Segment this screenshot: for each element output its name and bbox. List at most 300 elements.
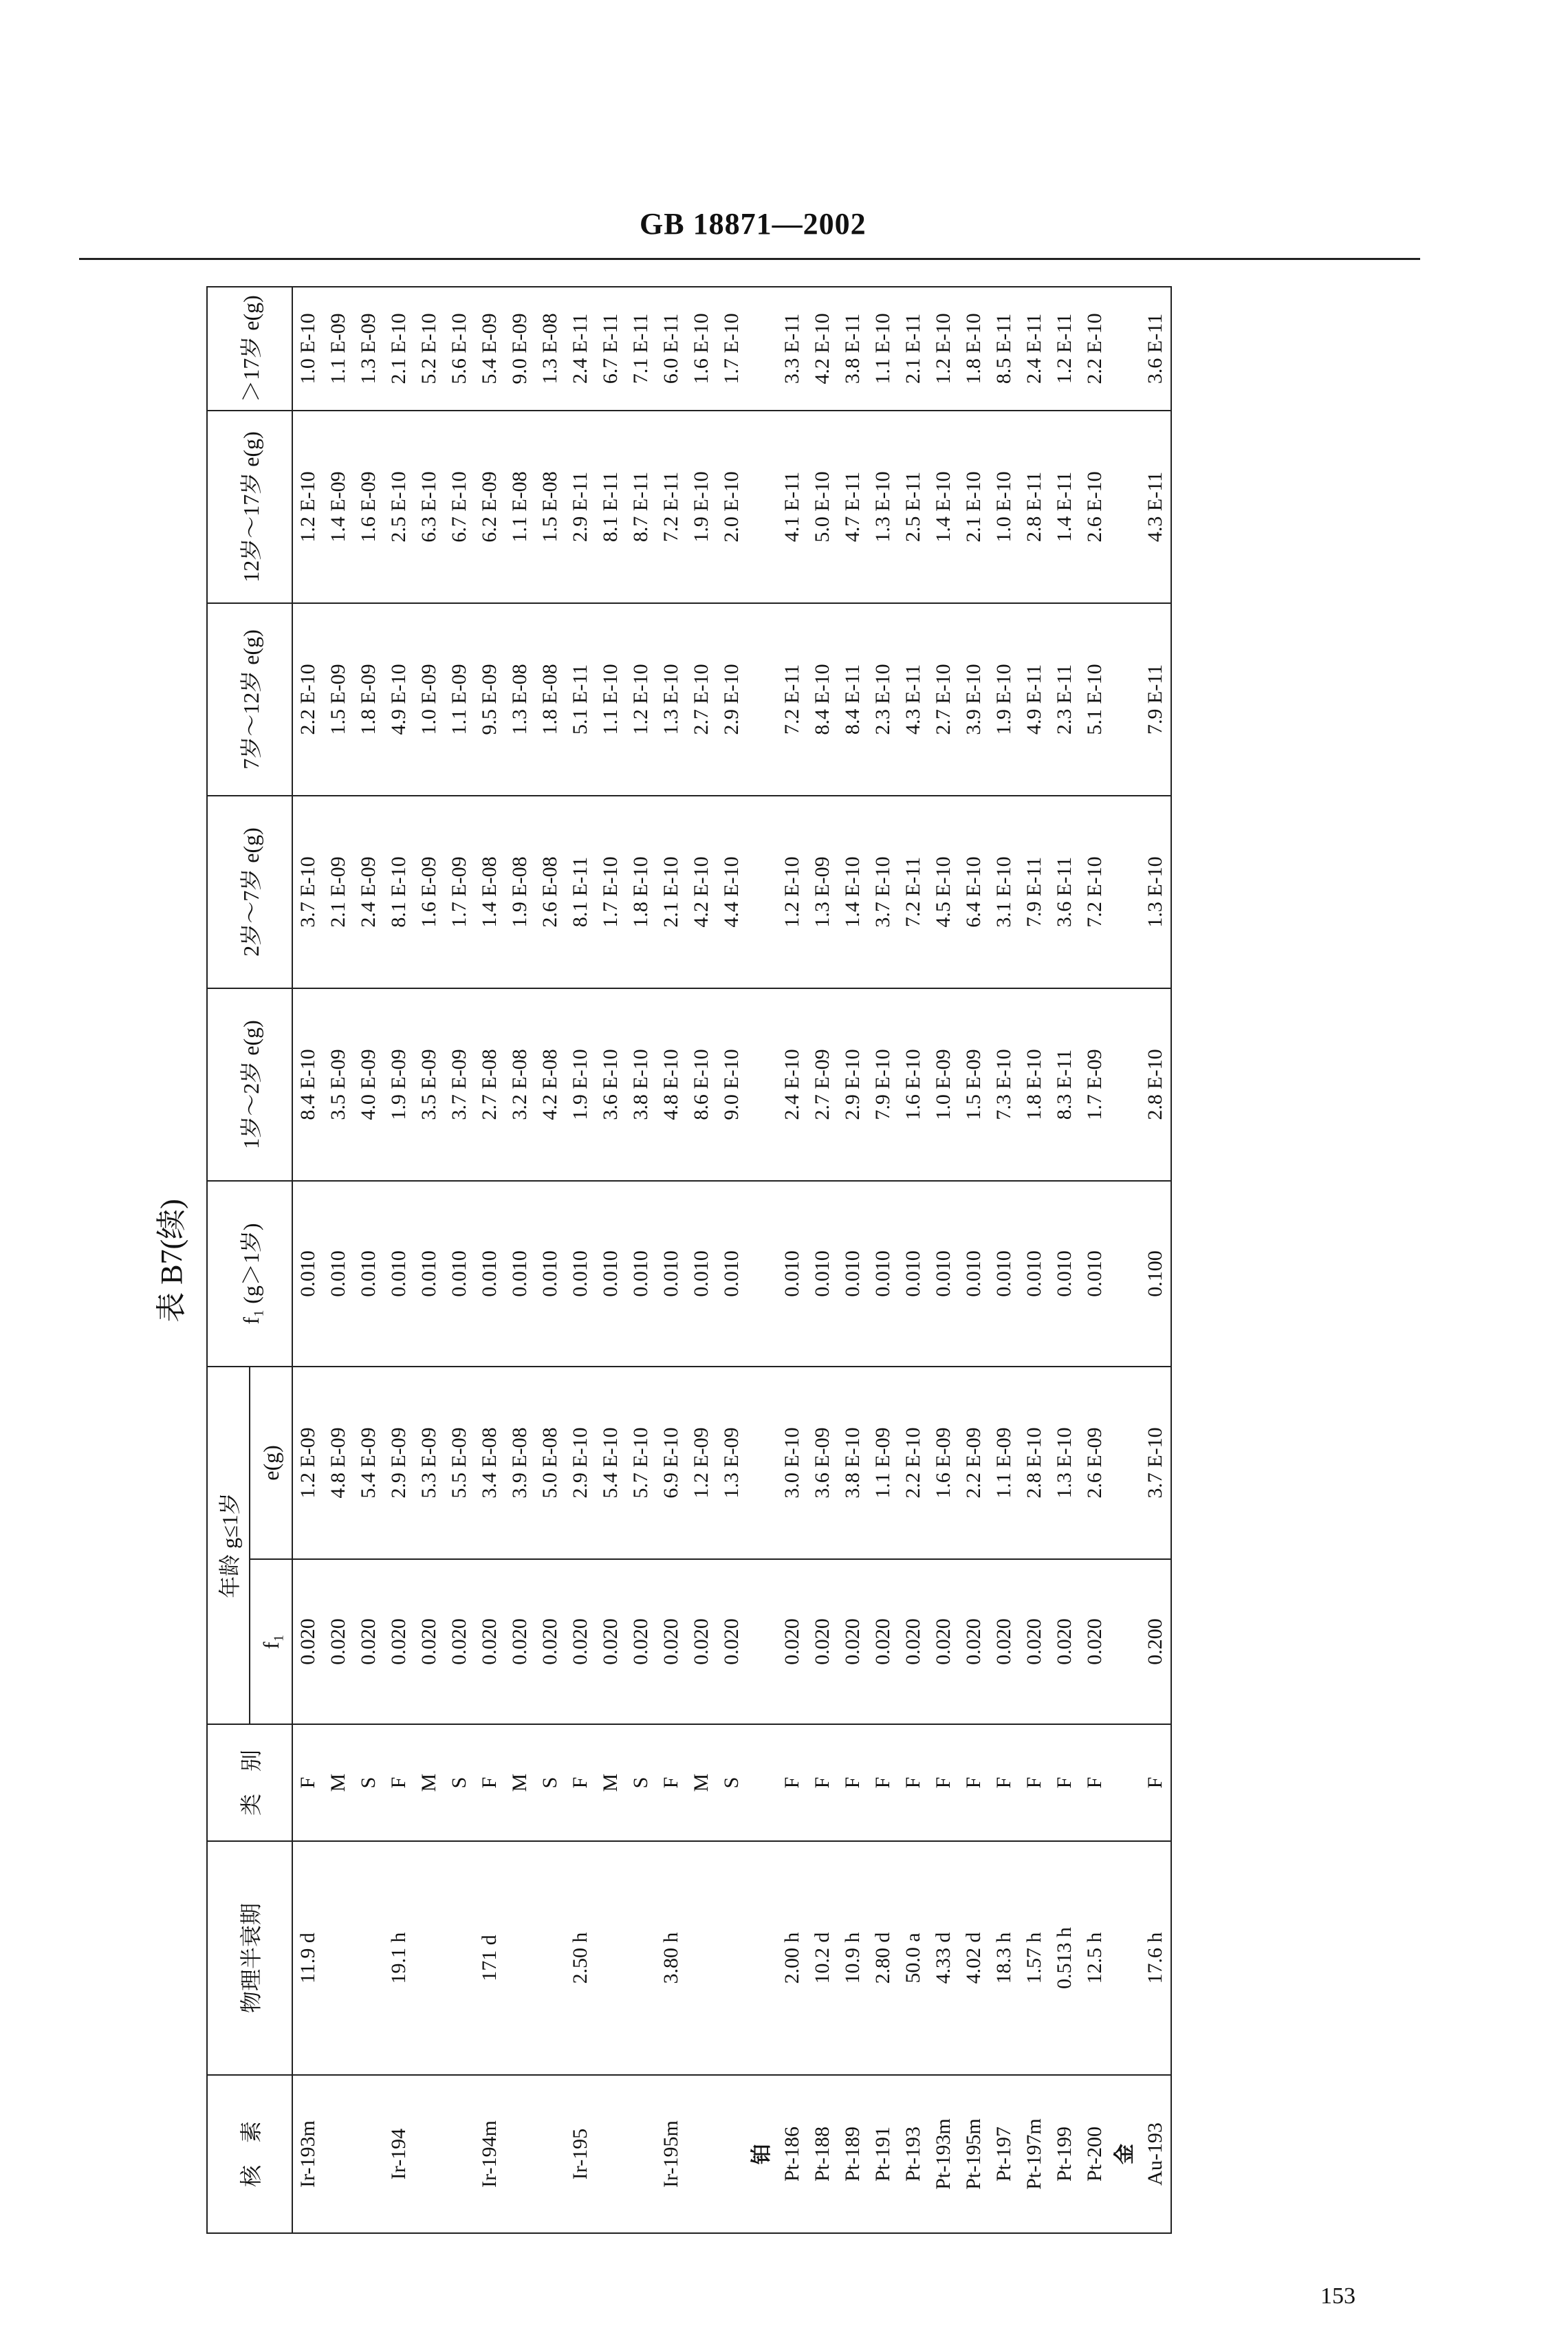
table-cell: 1.3 E-08 bbox=[505, 603, 535, 796]
table-cell: 1.9 E-10 bbox=[686, 411, 717, 603]
table-cell: 8.1 E-11 bbox=[596, 411, 626, 603]
table-row bbox=[535, 287, 565, 2233]
table-cell: 1.4 E-11 bbox=[1049, 411, 1080, 603]
table-cell: 2.50 h bbox=[565, 1841, 596, 2075]
table-cell: M bbox=[596, 1724, 626, 1841]
table-cell: 3.6 E-10 bbox=[596, 988, 626, 1181]
table-cell: 1.7 E-09 bbox=[444, 796, 475, 988]
table-cell: F bbox=[1019, 1724, 1049, 1841]
table-caption: 表 B7(续) bbox=[155, 1199, 188, 1323]
table-cell: 0.020 bbox=[868, 1559, 898, 1724]
table-cell: 0.010 bbox=[1019, 1181, 1049, 1367]
table-cell: 10.2 d bbox=[807, 1841, 838, 2075]
table-cell: 7.2 E-11 bbox=[777, 603, 807, 796]
table-cell: 1.4 E-09 bbox=[323, 411, 353, 603]
table-cell bbox=[1110, 1181, 1140, 1367]
table-cell bbox=[747, 603, 777, 796]
table-cell: 1.2 E-09 bbox=[686, 1367, 717, 1559]
table-cell: F bbox=[868, 1724, 898, 1841]
table-body bbox=[292, 287, 1171, 2233]
table-cell: 1.9 E-08 bbox=[505, 796, 535, 988]
table-cell: 金 bbox=[1110, 2075, 1140, 2233]
table-cell: 1.0 E-10 bbox=[989, 411, 1019, 603]
table-cell bbox=[686, 2075, 717, 2233]
table-cell: 3.7 E-10 bbox=[868, 796, 898, 988]
table-cell: 0.010 bbox=[1080, 1181, 1110, 1367]
table-row bbox=[777, 287, 807, 2233]
table-row bbox=[1140, 287, 1171, 2233]
table-cell: 1.0 E-09 bbox=[928, 988, 959, 1181]
table-cell: 1.6 E-09 bbox=[928, 1367, 959, 1559]
table-cell: 0.020 bbox=[384, 1559, 414, 1724]
table-cell: Pt-199 bbox=[1049, 2075, 1080, 2233]
table-cell: 6.0 E-11 bbox=[656, 287, 686, 411]
table-cell bbox=[747, 988, 777, 1181]
col-halflife: 物理半衰期 bbox=[207, 1841, 292, 2075]
table-cell bbox=[717, 1841, 747, 2075]
table-cell: F bbox=[475, 1724, 505, 1841]
table-cell: 6.2 E-09 bbox=[475, 411, 505, 603]
table-cell: Pt-186 bbox=[777, 2075, 807, 2233]
table-cell: 1.8 E-09 bbox=[353, 603, 384, 796]
table-cell: 2.6 E-10 bbox=[1080, 411, 1110, 603]
table-cell: 0.010 bbox=[1049, 1181, 1080, 1367]
table-cell: 3.6 E-11 bbox=[1140, 287, 1171, 411]
table-cell: 2.2 E-10 bbox=[292, 603, 323, 796]
table-cell bbox=[323, 2075, 353, 2233]
table-cell: 4.9 E-11 bbox=[1019, 603, 1049, 796]
table-cell bbox=[444, 1841, 475, 2075]
table-cell: 0.020 bbox=[686, 1559, 717, 1724]
table-cell: 5.4 E-10 bbox=[596, 1367, 626, 1559]
table-cell bbox=[747, 1724, 777, 1841]
table-cell: 1.3 E-09 bbox=[807, 796, 838, 988]
table-cell: 1.2 E-10 bbox=[928, 287, 959, 411]
table-cell: 0.020 bbox=[292, 1559, 323, 1724]
table-cell: 2.7 E-10 bbox=[686, 603, 717, 796]
table-cell: 8.7 E-11 bbox=[626, 411, 656, 603]
table-cell bbox=[686, 1841, 717, 2075]
table-cell bbox=[747, 1181, 777, 1367]
col-age-le1: 年龄 g≤1岁 bbox=[207, 1367, 250, 1724]
table-cell: 9.0 E-10 bbox=[717, 988, 747, 1181]
table-cell: 0.010 bbox=[807, 1181, 838, 1367]
table-cell bbox=[747, 1367, 777, 1559]
table-cell: 0.020 bbox=[626, 1559, 656, 1724]
table-cell: 3.6 E-09 bbox=[807, 1367, 838, 1559]
table-cell: 0.020 bbox=[323, 1559, 353, 1724]
table-cell: M bbox=[323, 1724, 353, 1841]
table-cell: 5.4 E-09 bbox=[353, 1367, 384, 1559]
table-cell: S bbox=[717, 1724, 747, 1841]
table-cell: 4.8 E-09 bbox=[323, 1367, 353, 1559]
table-cell: 2.1 E-10 bbox=[656, 796, 686, 988]
table-cell: 2.4 E-09 bbox=[353, 796, 384, 988]
table-cell: 2.7 E-08 bbox=[475, 988, 505, 1181]
table-cell: Ir-195 bbox=[565, 2075, 596, 2233]
table-cell: 3.2 E-08 bbox=[505, 988, 535, 1181]
table-cell: 2.2 E-09 bbox=[959, 1367, 989, 1559]
table-cell: Au-193 bbox=[1140, 2075, 1171, 2233]
table-cell: 8.4 E-10 bbox=[292, 988, 323, 1181]
table-cell: 0.020 bbox=[717, 1559, 747, 1724]
table-cell: S bbox=[444, 1724, 475, 1841]
table-cell: 4.9 E-10 bbox=[384, 603, 414, 796]
table-row bbox=[353, 287, 384, 2233]
table-cell: 1.4 E-10 bbox=[838, 796, 868, 988]
table-row bbox=[414, 287, 444, 2233]
table-cell: 0.010 bbox=[717, 1181, 747, 1367]
table-cell: 4.7 E-11 bbox=[838, 411, 868, 603]
table-cell: 7.1 E-11 bbox=[626, 287, 656, 411]
table-cell: 2.8 E-10 bbox=[1140, 988, 1171, 1181]
table-row bbox=[444, 287, 475, 2233]
table-cell: 3.5 E-09 bbox=[414, 988, 444, 1181]
table-row bbox=[838, 287, 868, 2233]
table-cell: 1.8 E-08 bbox=[535, 603, 565, 796]
table-row bbox=[1049, 287, 1080, 2233]
table-cell: 0.020 bbox=[989, 1559, 1019, 1724]
table-cell: 5.3 E-09 bbox=[414, 1367, 444, 1559]
table-cell: M bbox=[686, 1724, 717, 1841]
table-cell: 3.80 h bbox=[656, 1841, 686, 2075]
table-cell: 2.6 E-09 bbox=[1080, 1367, 1110, 1559]
table-cell: 7.3 E-10 bbox=[989, 988, 1019, 1181]
table-cell: 1.9 E-10 bbox=[989, 603, 1019, 796]
table-cell bbox=[747, 287, 777, 411]
table-cell: 0.010 bbox=[959, 1181, 989, 1367]
table-cell: M bbox=[505, 1724, 535, 1841]
table-cell: 3.6 E-11 bbox=[1049, 796, 1080, 988]
table-cell: 1.7 E-09 bbox=[1080, 988, 1110, 1181]
table-cell bbox=[535, 1841, 565, 2075]
table-cell: 2.3 E-10 bbox=[868, 603, 898, 796]
table-cell: F bbox=[959, 1724, 989, 1841]
table-cell: 2.7 E-09 bbox=[807, 988, 838, 1181]
table-cell: F bbox=[1049, 1724, 1080, 1841]
dose-coefficient-table bbox=[206, 286, 1172, 2234]
table-cell: 1.1 E-10 bbox=[596, 603, 626, 796]
table-cell: 8.4 E-10 bbox=[807, 603, 838, 796]
table-cell: 8.6 E-10 bbox=[686, 988, 717, 1181]
table-cell: Ir-194m bbox=[475, 2075, 505, 2233]
table-cell: 2.5 E-10 bbox=[384, 411, 414, 603]
table-cell: 1.57 h bbox=[1019, 1841, 1049, 2075]
table-cell: 0.010 bbox=[838, 1181, 868, 1367]
table-cell: 1.3 E-10 bbox=[868, 411, 898, 603]
table-cell: 3.7 E-10 bbox=[1140, 1367, 1171, 1559]
table-cell: 1.3 E-08 bbox=[535, 287, 565, 411]
table-cell: 2.2 E-10 bbox=[898, 1367, 928, 1559]
table-row bbox=[565, 287, 596, 2233]
table-cell bbox=[353, 2075, 384, 2233]
table-cell: 5.1 E-11 bbox=[565, 603, 596, 796]
table-cell: 1.3 E-10 bbox=[1140, 796, 1171, 988]
table-cell: 2.4 E-11 bbox=[1019, 287, 1049, 411]
table-cell: 2.5 E-11 bbox=[898, 411, 928, 603]
table-cell bbox=[717, 2075, 747, 2233]
table-cell: 0.010 bbox=[989, 1181, 1019, 1367]
table-cell: 0.010 bbox=[898, 1181, 928, 1367]
table-cell: 2.2 E-10 bbox=[1080, 287, 1110, 411]
table-cell: 0.010 bbox=[596, 1181, 626, 1367]
table-cell: 0.020 bbox=[959, 1559, 989, 1724]
col-age-gt17: ＞17岁 e(g) bbox=[207, 287, 292, 411]
table-cell: 4.2 E-10 bbox=[807, 287, 838, 411]
table-cell: 0.010 bbox=[626, 1181, 656, 1367]
table-row bbox=[596, 287, 626, 2233]
table-cell bbox=[1110, 1367, 1140, 1559]
table-cell bbox=[1110, 1559, 1140, 1724]
table-cell bbox=[1110, 603, 1140, 796]
table-cell: 5.7 E-10 bbox=[626, 1367, 656, 1559]
table-cell: 1.9 E-10 bbox=[565, 988, 596, 1181]
table-cell: F bbox=[928, 1724, 959, 1841]
table-cell: 2.1 E-10 bbox=[384, 287, 414, 411]
table-row bbox=[989, 287, 1019, 2233]
table-cell: 2.8 E-10 bbox=[1019, 1367, 1049, 1559]
table-cell: F bbox=[1140, 1724, 1171, 1841]
table-cell: 1.0 E-09 bbox=[414, 603, 444, 796]
table-cell: 8.3 E-11 bbox=[1049, 988, 1080, 1181]
table-cell: 7.9 E-10 bbox=[868, 988, 898, 1181]
table-cell: 2.6 E-08 bbox=[535, 796, 565, 988]
table-row bbox=[626, 287, 656, 2233]
table-cell: S bbox=[535, 1724, 565, 1841]
table-cell bbox=[414, 2075, 444, 2233]
table-cell: 2.0 E-10 bbox=[717, 411, 747, 603]
table-cell bbox=[596, 1841, 626, 2075]
table-cell: F bbox=[838, 1724, 868, 1841]
table-cell: 7.9 E-11 bbox=[1019, 796, 1049, 988]
table-cell: 6.3 E-10 bbox=[414, 411, 444, 603]
table-cell: 8.4 E-11 bbox=[838, 603, 868, 796]
table-cell: 0.010 bbox=[535, 1181, 565, 1367]
table-cell bbox=[1110, 988, 1140, 1181]
table-cell bbox=[1110, 411, 1140, 603]
table-cell: F bbox=[1080, 1724, 1110, 1841]
table-cell: 5.5 E-09 bbox=[444, 1367, 475, 1559]
table-cell: 10.9 h bbox=[838, 1841, 868, 2075]
table-cell: F bbox=[777, 1724, 807, 1841]
table-cell: 2.8 E-11 bbox=[1019, 411, 1049, 603]
table-cell: 1.8 E-10 bbox=[959, 287, 989, 411]
table-cell: 4.5 E-10 bbox=[928, 796, 959, 988]
table-cell: 0.010 bbox=[353, 1181, 384, 1367]
table-cell: Pt-193 bbox=[898, 2075, 928, 2233]
table-cell: 1.2 E-09 bbox=[292, 1367, 323, 1559]
table-cell: 0.020 bbox=[353, 1559, 384, 1724]
table-cell: F bbox=[292, 1724, 323, 1841]
table-cell: 0.010 bbox=[475, 1181, 505, 1367]
table-cell: 50.0 a bbox=[898, 1841, 928, 2075]
table-cell: 1.7 E-10 bbox=[717, 287, 747, 411]
table-cell: 0.020 bbox=[1019, 1559, 1049, 1724]
table-row bbox=[323, 287, 353, 2233]
table-cell: 7.9 E-11 bbox=[1140, 603, 1171, 796]
col-age-1-2: 1岁～2岁 e(g) bbox=[207, 988, 292, 1181]
table-cell: Pt-193m bbox=[928, 2075, 959, 2233]
table-cell bbox=[626, 2075, 656, 2233]
header-rule bbox=[79, 258, 1420, 260]
table-cell bbox=[747, 411, 777, 603]
table-cell: 1.1 E-10 bbox=[868, 287, 898, 411]
table-cell: 1.4 E-08 bbox=[475, 796, 505, 988]
table-cell: 2.9 E-11 bbox=[565, 411, 596, 603]
table-cell bbox=[626, 1841, 656, 2075]
table-cell: 2.80 d bbox=[868, 1841, 898, 2075]
table-cell: 5.6 E-10 bbox=[444, 287, 475, 411]
table-cell: 6.7 E-10 bbox=[444, 411, 475, 603]
table-cell: 1.2 E-11 bbox=[1049, 287, 1080, 411]
table-cell: 1.6 E-09 bbox=[353, 411, 384, 603]
table-cell: 3.8 E-10 bbox=[838, 1367, 868, 1559]
table-cell: 6.7 E-11 bbox=[596, 287, 626, 411]
table-cell: 1.5 E-09 bbox=[959, 988, 989, 1181]
table-row bbox=[686, 287, 717, 2233]
table-row bbox=[959, 287, 989, 2233]
table-cell: 18.3 h bbox=[989, 1841, 1019, 2075]
table-cell: F bbox=[656, 1724, 686, 1841]
table-row bbox=[292, 287, 323, 2233]
table-cell: 2.3 E-11 bbox=[1049, 603, 1080, 796]
table-cell: F bbox=[989, 1724, 1019, 1841]
table-cell: 0.020 bbox=[777, 1559, 807, 1724]
table-cell bbox=[535, 2075, 565, 2233]
table-cell: 1.6 E-09 bbox=[414, 796, 444, 988]
table-cell: 0.010 bbox=[565, 1181, 596, 1367]
table-row bbox=[475, 287, 505, 2233]
table-cell: 0.020 bbox=[1049, 1559, 1080, 1724]
table-cell: 0.020 bbox=[838, 1559, 868, 1724]
table-cell: 1.2 E-10 bbox=[777, 796, 807, 988]
col-age-12-17: 12岁～17岁 e(g) bbox=[207, 411, 292, 603]
table-cell: 7.2 E-11 bbox=[656, 411, 686, 603]
table-cell: 9.0 E-09 bbox=[505, 287, 535, 411]
table-cell: 5.0 E-10 bbox=[807, 411, 838, 603]
table-cell: 7.2 E-11 bbox=[898, 796, 928, 988]
table-cell: 2.1 E-11 bbox=[898, 287, 928, 411]
table-row bbox=[928, 287, 959, 2233]
table-cell: 0.020 bbox=[475, 1559, 505, 1724]
table-cell: 0.020 bbox=[596, 1559, 626, 1724]
table-cell: 4.1 E-11 bbox=[777, 411, 807, 603]
table-cell: 1.0 E-10 bbox=[292, 287, 323, 411]
table-cell: Pt-188 bbox=[807, 2075, 838, 2233]
table-cell: 4.8 E-10 bbox=[656, 988, 686, 1181]
table-cell: 3.8 E-11 bbox=[838, 287, 868, 411]
table-cell: 9.5 E-09 bbox=[475, 603, 505, 796]
table-cell: 2.4 E-11 bbox=[565, 287, 596, 411]
document-number: GB 18871—2002 bbox=[640, 207, 867, 241]
table-cell: 3.9 E-10 bbox=[959, 603, 989, 796]
table-cell: 7.2 E-10 bbox=[1080, 796, 1110, 988]
table-cell: 6.4 E-10 bbox=[959, 796, 989, 988]
table-cell: 8.1 E-10 bbox=[384, 796, 414, 988]
table-cell: 0.010 bbox=[686, 1181, 717, 1367]
table-cell: 2.9 E-09 bbox=[384, 1367, 414, 1559]
table-cell: 1.3 E-10 bbox=[1049, 1367, 1080, 1559]
col-type: 类 别 bbox=[207, 1724, 292, 1841]
table-cell: 1.3 E-10 bbox=[656, 603, 686, 796]
table-cell: F bbox=[807, 1724, 838, 1841]
col-age-2-7: 2岁～7岁 e(g) bbox=[207, 796, 292, 988]
table-cell: 1.9 E-09 bbox=[384, 988, 414, 1181]
table-cell: 0.020 bbox=[928, 1559, 959, 1724]
table-row bbox=[747, 287, 777, 2233]
table-cell: 5.1 E-10 bbox=[1080, 603, 1110, 796]
table-cell: Ir-195m bbox=[656, 2075, 686, 2233]
table-cell: 3.8 E-10 bbox=[626, 988, 656, 1181]
table-row bbox=[656, 287, 686, 2233]
table-cell: 1.1 E-09 bbox=[868, 1367, 898, 1559]
header-row-1 bbox=[207, 287, 250, 2233]
table-cell bbox=[1110, 1724, 1140, 1841]
table-cell: 5.2 E-10 bbox=[414, 287, 444, 411]
table-cell: 171 d bbox=[475, 1841, 505, 2075]
table-cell: 0.200 bbox=[1140, 1559, 1171, 1724]
table-cell: 0.020 bbox=[505, 1559, 535, 1724]
table-cell: 2.1 E-10 bbox=[959, 411, 989, 603]
table-cell: F bbox=[384, 1724, 414, 1841]
table-cell: 2.4 E-10 bbox=[777, 988, 807, 1181]
page-number: 153 bbox=[1320, 2283, 1355, 2309]
table-cell: Pt-189 bbox=[838, 2075, 868, 2233]
table-cell: 0.020 bbox=[1080, 1559, 1110, 1724]
table-cell: 0.020 bbox=[656, 1559, 686, 1724]
table-row bbox=[384, 287, 414, 2233]
table-cell: 4.02 d bbox=[959, 1841, 989, 2075]
table-cell: 1.4 E-10 bbox=[928, 411, 959, 603]
col-f1-gt1: f₁ (g＞1岁) bbox=[207, 1181, 292, 1367]
page-header bbox=[0, 206, 1568, 248]
table-cell: 0.020 bbox=[807, 1559, 838, 1724]
table-cell: 2.1 E-09 bbox=[323, 796, 353, 988]
table-cell: 1.1 E-08 bbox=[505, 411, 535, 603]
table-cell: 0.010 bbox=[414, 1181, 444, 1367]
col-nuclide: 核 素 bbox=[207, 2075, 292, 2233]
table-cell: 5.4 E-09 bbox=[475, 287, 505, 411]
table-cell bbox=[747, 1841, 777, 2075]
table-cell: 1.1 E-09 bbox=[444, 603, 475, 796]
table-cell: 6.9 E-10 bbox=[656, 1367, 686, 1559]
table-cell: 0.020 bbox=[414, 1559, 444, 1724]
table-cell: 0.010 bbox=[868, 1181, 898, 1367]
col-f1: f₁ bbox=[250, 1559, 292, 1724]
table-cell: 1.1 E-09 bbox=[323, 287, 353, 411]
table-cell bbox=[505, 2075, 535, 2233]
table-cell: 4.2 E-08 bbox=[535, 988, 565, 1181]
table-cell: 3.5 E-09 bbox=[323, 988, 353, 1181]
table-cell: 0.010 bbox=[323, 1181, 353, 1367]
table-cell: 4.3 E-11 bbox=[1140, 411, 1171, 603]
table-cell: 0.010 bbox=[384, 1181, 414, 1367]
table-cell: 4.0 E-09 bbox=[353, 988, 384, 1181]
table-cell: 0.020 bbox=[444, 1559, 475, 1724]
table-cell: 2.00 h bbox=[777, 1841, 807, 2075]
table-cell: 11.9 d bbox=[292, 1841, 323, 2075]
table-cell bbox=[747, 1559, 777, 1724]
table-cell: 4.2 E-10 bbox=[686, 796, 717, 988]
table-cell bbox=[444, 2075, 475, 2233]
table-cell: 0.513 h bbox=[1049, 1841, 1080, 2075]
table-row bbox=[1110, 287, 1140, 2233]
table-cell bbox=[1110, 796, 1140, 988]
table-cell: S bbox=[353, 1724, 384, 1841]
table-cell: 4.33 d bbox=[928, 1841, 959, 2075]
table-cell: 8.5 E-11 bbox=[989, 287, 1019, 411]
table-cell: Pt-197 bbox=[989, 2075, 1019, 2233]
